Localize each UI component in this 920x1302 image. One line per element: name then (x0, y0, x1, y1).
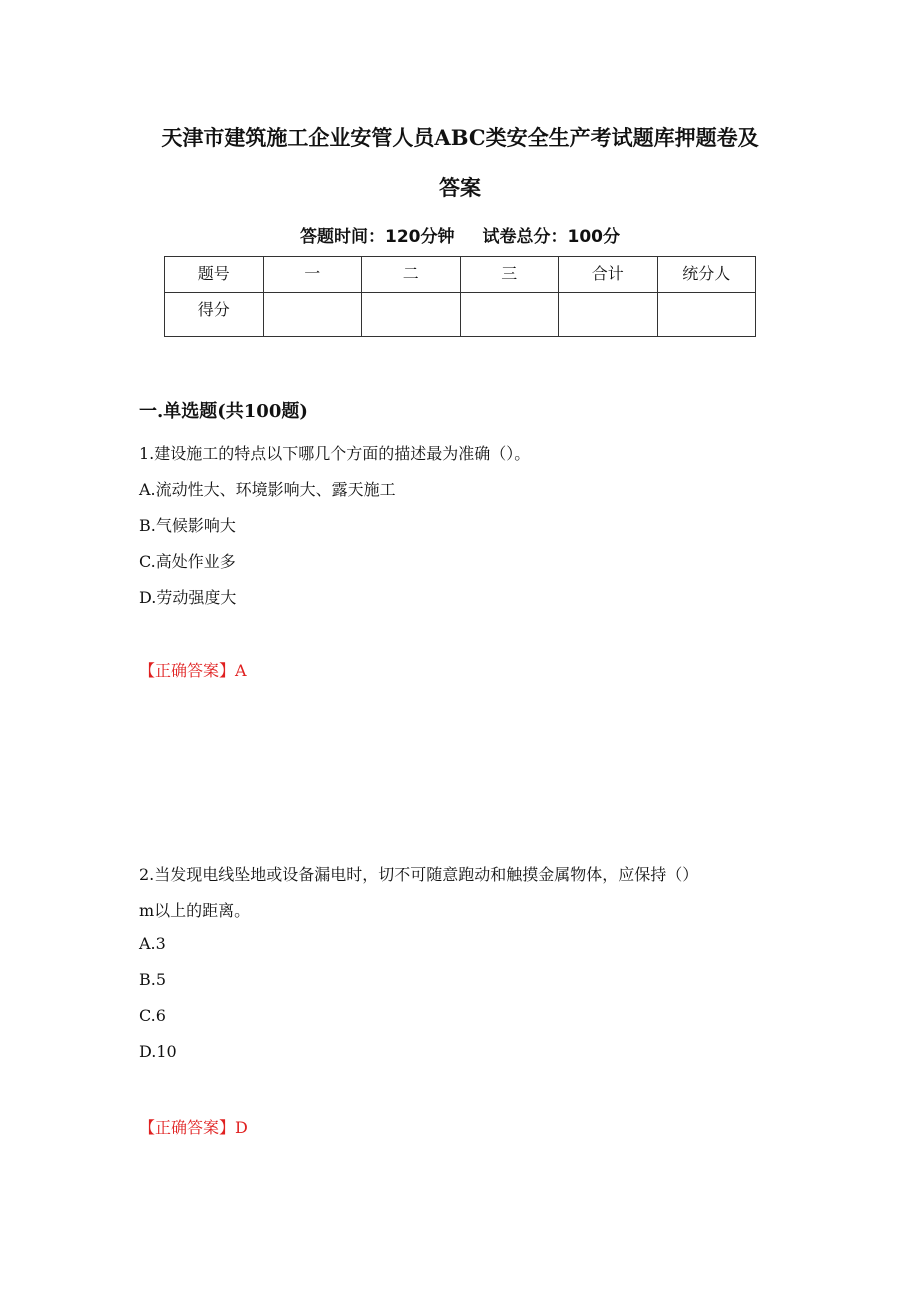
question-2-text-line2: m以上的距离。 (139, 901, 251, 920)
score-cell (460, 293, 559, 337)
question-2-option-b: B.5 (139, 970, 167, 989)
score-cell (263, 293, 362, 337)
header-cell: 题号 (165, 257, 264, 293)
question-2-option-d: D.10 (139, 1042, 177, 1061)
question-1-option-c: C.高处作业多 (139, 552, 236, 571)
header-cell: 二 (362, 257, 461, 293)
row-label: 得分 (165, 293, 264, 337)
question-2-answer: 【正确答案】D (139, 1118, 248, 1137)
score-cell (657, 293, 756, 337)
exam-time: 答题时间：120分钟 (300, 227, 455, 247)
header-cell: 一 (263, 257, 362, 293)
score-table (164, 256, 756, 337)
total-score: 试卷总分：100分 (482, 227, 620, 247)
question-1-option-a: A.流动性大、环境影响大、露天施工 (139, 480, 396, 499)
section-title: 一.单选题(共100题) (139, 401, 308, 422)
score-cell (559, 293, 658, 337)
question-1-option-d: D.劳动强度大 (139, 588, 237, 607)
document-title-line1: 天津市建筑施工企业安管人员ABC类安全生产考试题库押题卷及 (161, 125, 759, 150)
document-title-line2: 答案 (439, 175, 481, 200)
header-cell: 统分人 (657, 257, 756, 293)
question-2-option-c: C.6 (139, 1006, 166, 1025)
question-1-text: 1.建设施工的特点以下哪几个方面的描述最为准确（）。 (139, 444, 531, 463)
question-1-option-b: B.气候影响大 (139, 516, 236, 535)
score-table-score-row (165, 293, 756, 337)
score-cell (362, 293, 461, 337)
score-table-header-row (165, 257, 756, 293)
header-cell: 合计 (559, 257, 658, 293)
question-2-option-a: A.3 (139, 934, 166, 953)
header-cell: 三 (460, 257, 559, 293)
question-2-text-line1: 2.当发现电线坠地或设备漏电时，切不可随意跑动和触摸金属物体，应保持（） (139, 865, 699, 884)
question-1-answer: 【正确答案】A (139, 661, 247, 680)
exam-info (0, 222, 920, 247)
